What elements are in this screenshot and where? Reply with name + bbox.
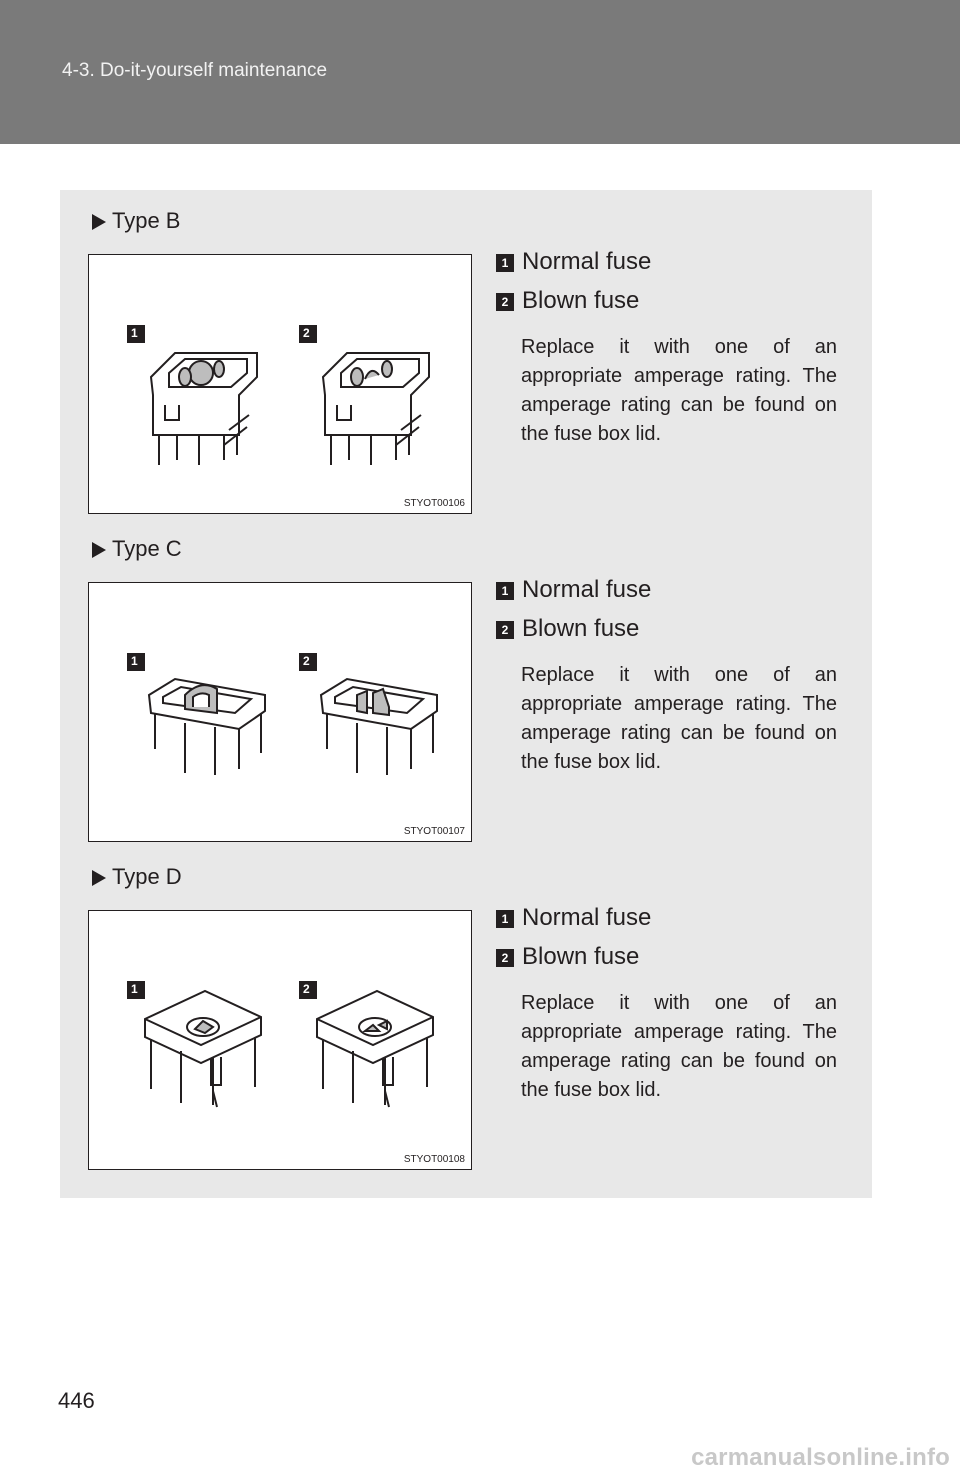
callout-label: 1 — [131, 982, 138, 996]
fuse-c-illustration — [89, 583, 473, 843]
page-number: 446 — [58, 1388, 95, 1413]
type-heading: Type D — [92, 864, 182, 890]
fuse-figure — [88, 254, 472, 514]
figure-code: STYOT00106 — [403, 498, 465, 509]
replacement-note: Replace it with one of an appropriate amperage rating. The amperage rating can be found on the fuse box lid. — [521, 992, 837, 1101]
replacement-note: Replace it with one of an appropriate amperage rating. The amperage rating can be found on the fuse box lid. — [521, 664, 837, 773]
section-title: 4-3. Do-it-yourself maintenance — [62, 60, 328, 81]
number-badge: 2 — [496, 621, 514, 639]
type-d-block — [60, 846, 872, 1176]
legend-normal-fuse: 1 Normal fuse — [496, 576, 651, 604]
legend-blown-fuse: 2 Blown fuse — [496, 287, 639, 315]
legend-blown-fuse: 2 Blown fuse — [496, 943, 639, 971]
content-panel — [60, 190, 872, 1198]
callout-label: 2 — [303, 326, 310, 340]
legend-blown-fuse: 2 Blown fuse — [496, 615, 639, 643]
callout-label: 1 — [131, 654, 138, 668]
watermark: carmanualsonline.info — [691, 1444, 950, 1471]
callout-label: 1 — [131, 326, 138, 340]
figure-code: STYOT00107 — [403, 826, 465, 837]
callout-label: 2 — [303, 654, 310, 668]
arrow-icon — [92, 870, 106, 886]
fuse-d-illustration — [89, 911, 473, 1171]
figure-code: STYOT00108 — [403, 1154, 465, 1165]
callout-label: 2 — [303, 982, 310, 996]
replacement-note: Replace it with one of an appropriate amperage rating. The amperage rating can be found on the fuse box lid. — [521, 336, 837, 445]
type-b-block — [60, 190, 872, 520]
legend-normal-fuse: 1 Normal fuse — [496, 904, 651, 932]
legend-normal-fuse: 1 Normal fuse — [496, 248, 651, 276]
number-badge: 2 — [496, 949, 514, 967]
fuse-figure — [88, 582, 472, 842]
type-heading: Type C — [92, 536, 182, 562]
type-c-block — [60, 518, 872, 848]
number-badge: 2 — [496, 293, 514, 311]
fuse-b-illustration — [89, 255, 473, 515]
page-header — [0, 0, 960, 144]
number-badge: 1 — [496, 582, 514, 600]
fuse-figure — [88, 910, 472, 1170]
type-heading: Type B — [92, 208, 180, 234]
number-badge: 1 — [496, 254, 514, 272]
arrow-icon — [92, 542, 106, 558]
arrow-icon — [92, 214, 106, 230]
number-badge: 1 — [496, 910, 514, 928]
